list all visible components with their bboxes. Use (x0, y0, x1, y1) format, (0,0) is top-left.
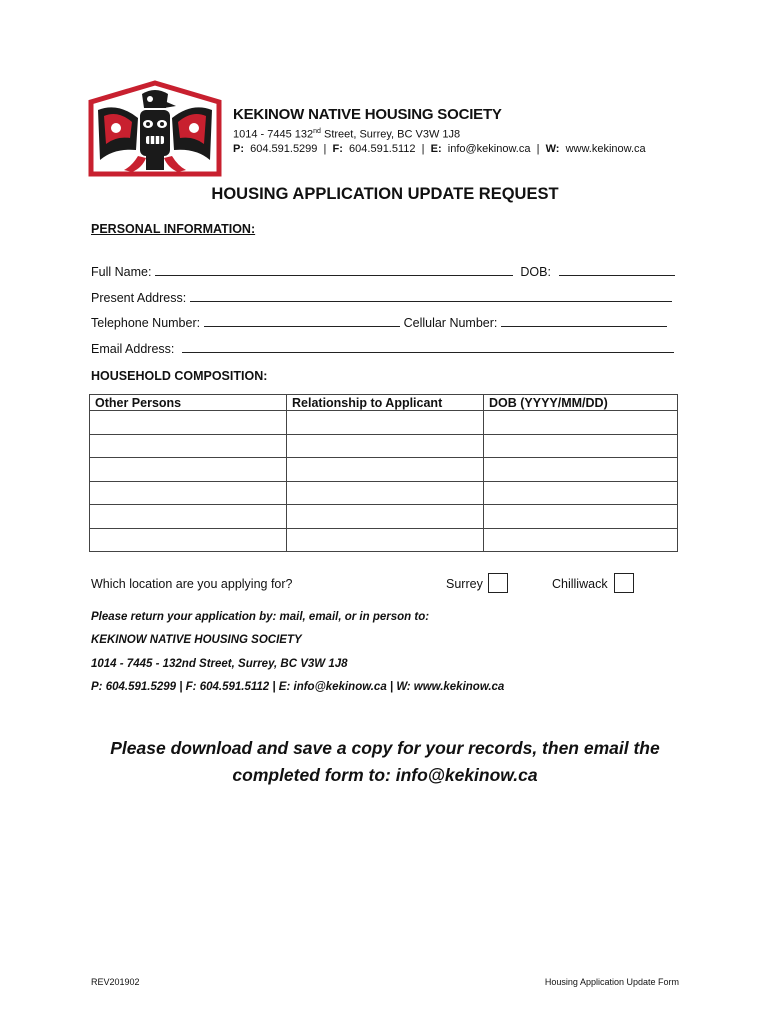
chilliwack-label: Chilliwack (552, 577, 608, 591)
chilliwack-checkbox[interactable] (614, 573, 634, 593)
dob-cell[interactable] (484, 434, 678, 458)
location-question: Which location are you applying for? (91, 577, 293, 591)
email-label: Email Address: (91, 342, 175, 356)
org-name: KEKINOW NATIVE HOUSING SOCIETY (233, 106, 502, 123)
household-row (90, 481, 678, 505)
revision-code: REV201902 (91, 977, 140, 987)
download-notice-line2: completed form to: info@kekinow.ca (232, 765, 538, 785)
full-name-row (91, 263, 675, 279)
other-person-cell[interactable] (90, 481, 287, 505)
telephone-label: Telephone Number: (91, 316, 201, 330)
dob-cell[interactable] (484, 528, 678, 552)
email-row (91, 340, 674, 356)
household-table (89, 394, 678, 552)
dob-cell[interactable] (484, 505, 678, 529)
col-relationship: Relationship to Applicant (287, 395, 484, 411)
dob-field[interactable] (559, 263, 675, 276)
household-heading: HOUSEHOLD COMPOSITION: (91, 369, 268, 383)
other-person-cell[interactable] (90, 411, 287, 435)
other-person-cell[interactable] (90, 505, 287, 529)
household-table-header (90, 395, 678, 411)
phone-row (91, 314, 667, 330)
dob-cell[interactable] (484, 481, 678, 505)
personal-info-heading: PERSONAL INFORMATION: (91, 222, 256, 236)
household-row (90, 411, 678, 435)
download-notice-line1: Please download and save a copy for your records, then email the (110, 738, 660, 758)
dob-cell[interactable] (484, 411, 678, 435)
return-address: 1014 - 7445 - 132nd Street, Surrey, BC V3W 1J8 (91, 658, 348, 670)
return-instructions: Please return your application by: mail, email, or in person to: (91, 611, 430, 623)
relationship-cell[interactable] (287, 434, 484, 458)
household-row (90, 505, 678, 529)
telephone-field[interactable] (204, 314, 400, 327)
cellular-field[interactable] (501, 314, 667, 327)
relationship-cell[interactable] (287, 528, 484, 552)
email-field[interactable] (182, 340, 674, 353)
form-title: HOUSING APPLICATION UPDATE REQUEST (211, 185, 559, 203)
cellular-label: Cellular Number: (403, 316, 498, 330)
household-row (90, 458, 678, 482)
relationship-cell[interactable] (287, 458, 484, 482)
col-other-persons: Other Persons (90, 395, 287, 411)
return-org-name: KEKINOW NATIVE HOUSING SOCIETY (91, 634, 302, 646)
present-address-row (91, 289, 672, 305)
other-person-cell[interactable] (90, 434, 287, 458)
org-address: 1014 - 7445 132nd Street, Surrey, BC V3W 1J8 (233, 128, 461, 141)
org-contact-line: P: 604.591.5299 | F: 604.591.5112 | E: info@kekinow.ca | W: www.kekinow.ca (233, 143, 646, 155)
other-person-cell[interactable] (90, 458, 287, 482)
household-row (90, 434, 678, 458)
present-address-label: Present Address: (91, 291, 187, 305)
other-person-cell[interactable] (90, 528, 287, 552)
relationship-cell[interactable] (287, 505, 484, 529)
relationship-cell[interactable] (287, 411, 484, 435)
surrey-label: Surrey (446, 577, 483, 591)
relationship-cell[interactable] (287, 481, 484, 505)
present-address-field[interactable] (190, 289, 672, 302)
col-dob: DOB (YYYY/MM/DD) (484, 395, 678, 411)
dob-label: DOB: (520, 265, 551, 279)
household-row (90, 528, 678, 552)
return-contact: P: 604.591.5299 | F: 604.591.5112 | E: info@kekinow.ca | W: www.kekinow.ca (91, 681, 505, 693)
surrey-checkbox[interactable] (488, 573, 508, 593)
dob-cell[interactable] (484, 458, 678, 482)
kekinow-logo (88, 80, 222, 178)
form-name-footer: Housing Application Update Form (544, 977, 679, 987)
full-name-field[interactable] (155, 263, 513, 276)
full-name-label: Full Name: (91, 265, 152, 279)
